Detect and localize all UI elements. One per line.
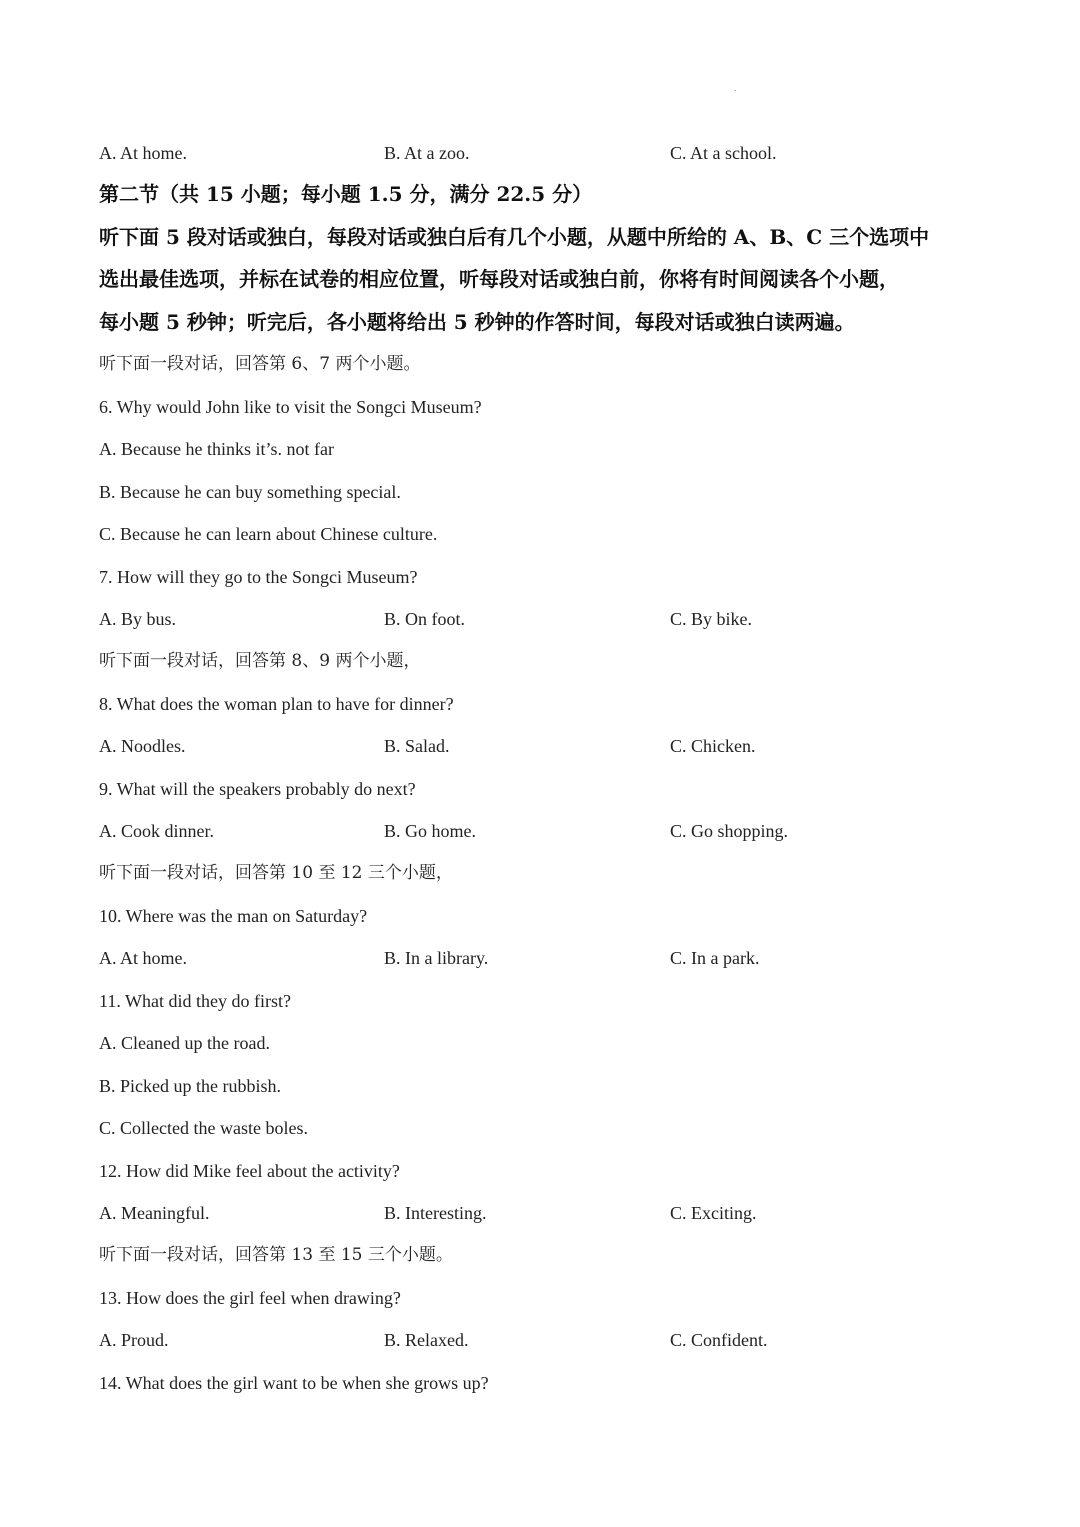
- q9-question: 9. What will the speakers probably do next?: [99, 779, 416, 799]
- q13-option-c: C. Confident.: [670, 1330, 768, 1350]
- q5-option-a: A. At home.: [99, 143, 187, 163]
- q7-option-b: B. On foot.: [384, 609, 465, 629]
- q7-question: 7. How will they go to the Songci Museum?: [99, 567, 418, 587]
- q10-option-c: C. In a park.: [670, 948, 760, 968]
- section-instruction-line-2: 选出最佳选项，并标在试卷的相应位置，听每段对话或独白前，你将有时间阅读各个小题，: [99, 267, 899, 291]
- q12-option-a: A. Meaningful.: [99, 1203, 210, 1223]
- q5-options: [0, 142, 1080, 164]
- q13-option-b: B. Relaxed.: [384, 1330, 469, 1350]
- q7-option-c: C. By bike.: [670, 609, 753, 629]
- q11-option-b: B. Picked up the rubbish.: [99, 1076, 281, 1096]
- section-instruction-line-3: 每小题 5 秒钟；听完后，各小题将给出 5 秒钟的作答时间，每段对话或独白读两遍。: [99, 310, 855, 334]
- section-heading: 第二节（共 15 小题；每小题 1.5 分，满分 22.5 分）: [99, 182, 593, 206]
- q10-option-a: A. At home.: [99, 948, 187, 968]
- q8-option-c: C. Chicken.: [670, 736, 756, 756]
- q6-question: 6. Why would John like to visit the Songci Museum?: [99, 397, 482, 417]
- q9-option-a: A. Cook dinner.: [99, 821, 214, 841]
- q5-option-c: C. At a school.: [670, 143, 777, 163]
- q14-question: 14. What does the girl want to be when she grows up?: [99, 1373, 489, 1393]
- q12-options: [0, 1202, 1080, 1224]
- section-instruction-line-1: 听下面 5 段对话或独白，每段对话或独白后有几个小题，从题中所给的 A、B、C 三个选项中: [99, 225, 930, 249]
- dialog2-intro: 听下面一段对话，回答第 8、9 两个小题，: [99, 651, 421, 671]
- q11-option-a: A. Cleaned up the road.: [99, 1033, 270, 1053]
- q12-option-b: B. Interesting.: [384, 1203, 487, 1223]
- q10-options: [0, 947, 1080, 969]
- dialog4-intro: 听下面一段对话，回答第 13 至 15 三个小题。: [99, 1245, 453, 1265]
- q8-question: 8. What does the woman plan to have for dinner?: [99, 694, 454, 714]
- q9-option-b: B. Go home.: [384, 821, 476, 841]
- q8-option-a: A. Noodles.: [99, 736, 186, 756]
- q11-option-c: C. Collected the waste boles.: [99, 1118, 308, 1138]
- q9-options: [0, 820, 1080, 842]
- q13-options: [0, 1329, 1080, 1351]
- q12-option-c: C. Exciting.: [670, 1203, 757, 1223]
- scan-speck: [735, 90, 736, 91]
- q11-question: 11. What did they do first?: [99, 991, 291, 1011]
- q8-options: [0, 735, 1080, 757]
- dialog3-intro: 听下面一段对话，回答第 10 至 12 三个小题，: [99, 863, 453, 883]
- q6-option-c: C. Because he can learn about Chinese culture.: [99, 524, 438, 544]
- q10-option-b: B. In a library.: [384, 948, 489, 968]
- q6-option-b: B. Because he can buy something special.: [99, 482, 401, 502]
- q7-option-a: A. By bus.: [99, 609, 177, 629]
- q13-question: 13. How does the girl feel when drawing?: [99, 1288, 401, 1308]
- q5-option-b: B. At a zoo.: [384, 143, 470, 163]
- q9-option-c: C. Go shopping.: [670, 821, 789, 841]
- q13-option-a: A. Proud.: [99, 1330, 169, 1350]
- q8-option-b: B. Salad.: [384, 736, 450, 756]
- q6-option-a: A. Because he thinks it’s. not far: [99, 439, 334, 459]
- q12-question: 12. How did Mike feel about the activity?: [99, 1161, 400, 1181]
- q7-options: [0, 608, 1080, 630]
- dialog1-intro: 听下面一段对话，回答第 6、7 两个小题。: [99, 354, 421, 374]
- q10-question: 10. Where was the man on Saturday?: [99, 906, 368, 926]
